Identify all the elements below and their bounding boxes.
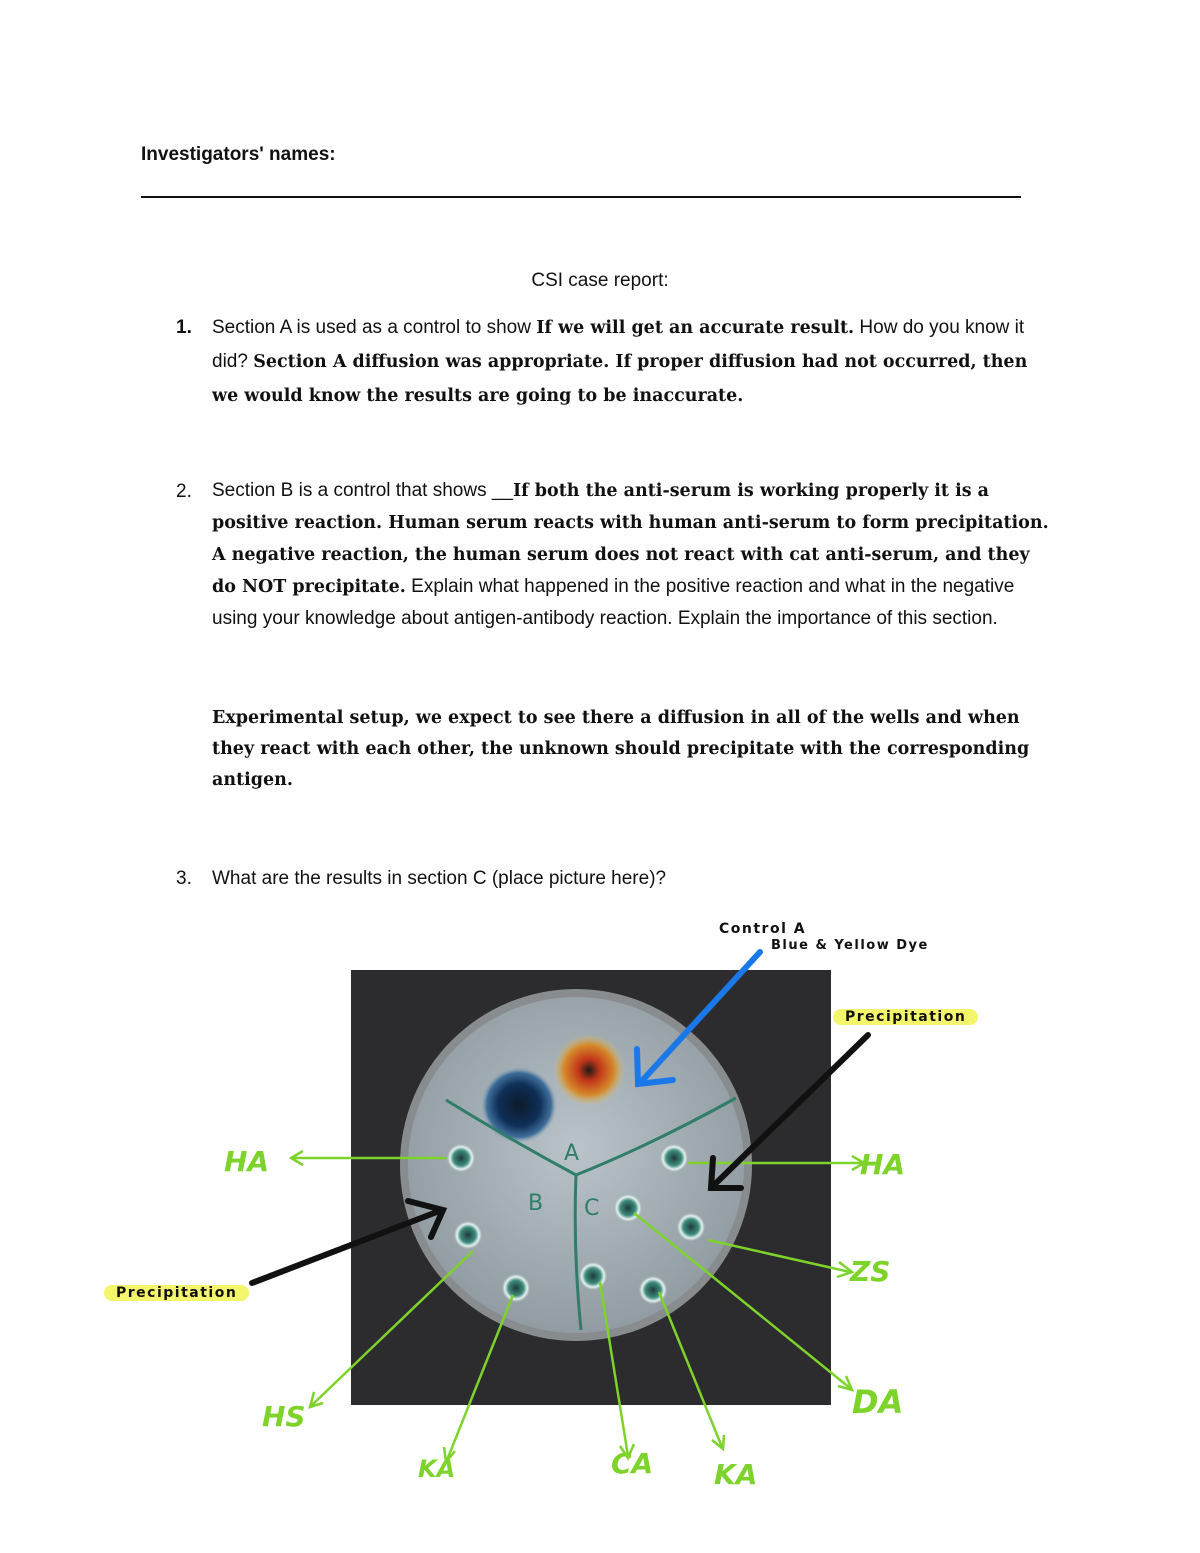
plate-letter-c: C (584, 1196, 600, 1221)
precipitation-label-right: Precipitation (833, 1009, 978, 1025)
question-3-text: What are the results in section C (place picture here)? (212, 868, 667, 889)
question-1-number: 1. (176, 317, 192, 338)
question-2-prompt-a: Section B is a control that shows __ (212, 480, 513, 501)
well-label-da: DA (852, 1383, 904, 1421)
well-label-ha-left: HA (224, 1145, 270, 1178)
well-label-ka-right: KA (714, 1458, 758, 1491)
question-2-answer: If both the anti-serum is working properly it is a positive reaction. Human serum reacts with human anti-serum to form precipitation. A negative reaction, the human serum does not react with cat anti-serum, and they do NOT precipitate. (212, 481, 1049, 597)
well-label-hs: HS (262, 1400, 306, 1433)
well-label-ca: CA (611, 1447, 654, 1480)
well-label-ha-right: HA (860, 1148, 906, 1181)
question-1-answer-b: Section A diffusion was appropriate. If proper diffusion had not occurred, then we would know the results are going to be inaccurate. (212, 352, 1028, 406)
dye-label: Blue & Yellow Dye (771, 938, 929, 953)
question-3-number: 3. (176, 868, 192, 889)
plate-letter-a: A (564, 1141, 580, 1166)
question-1-answer-a: If we will get an accurate result. (536, 318, 855, 338)
experimental-setup: Experimental setup, we expect to see there a diffusion in all of the wells and when they react with each other, the unknown should precipitate with the corresponding antigen. (212, 708, 1030, 790)
question-2-number: 2. (176, 481, 192, 502)
well-label-zs: ZS (850, 1255, 891, 1288)
investigators-label: Investigators' names: (141, 144, 336, 165)
question-1-prompt-b: How do you know it did? (212, 317, 1025, 372)
report-title: CSI case report: (531, 270, 669, 291)
control-a-label: Control A (719, 921, 807, 937)
well-label-ka-left: KA (418, 1455, 456, 1483)
question-1-prompt-a: Section A is used as a control to show (212, 317, 537, 338)
precipitation-label-left: Precipitation (104, 1285, 249, 1301)
question-2-prompt-b: Explain what happened in the positive reaction and what in the negative using your knowledge about antigen-antibody reaction. Explain the importance of this section. (212, 576, 1015, 629)
plate-letter-b: B (528, 1191, 544, 1216)
